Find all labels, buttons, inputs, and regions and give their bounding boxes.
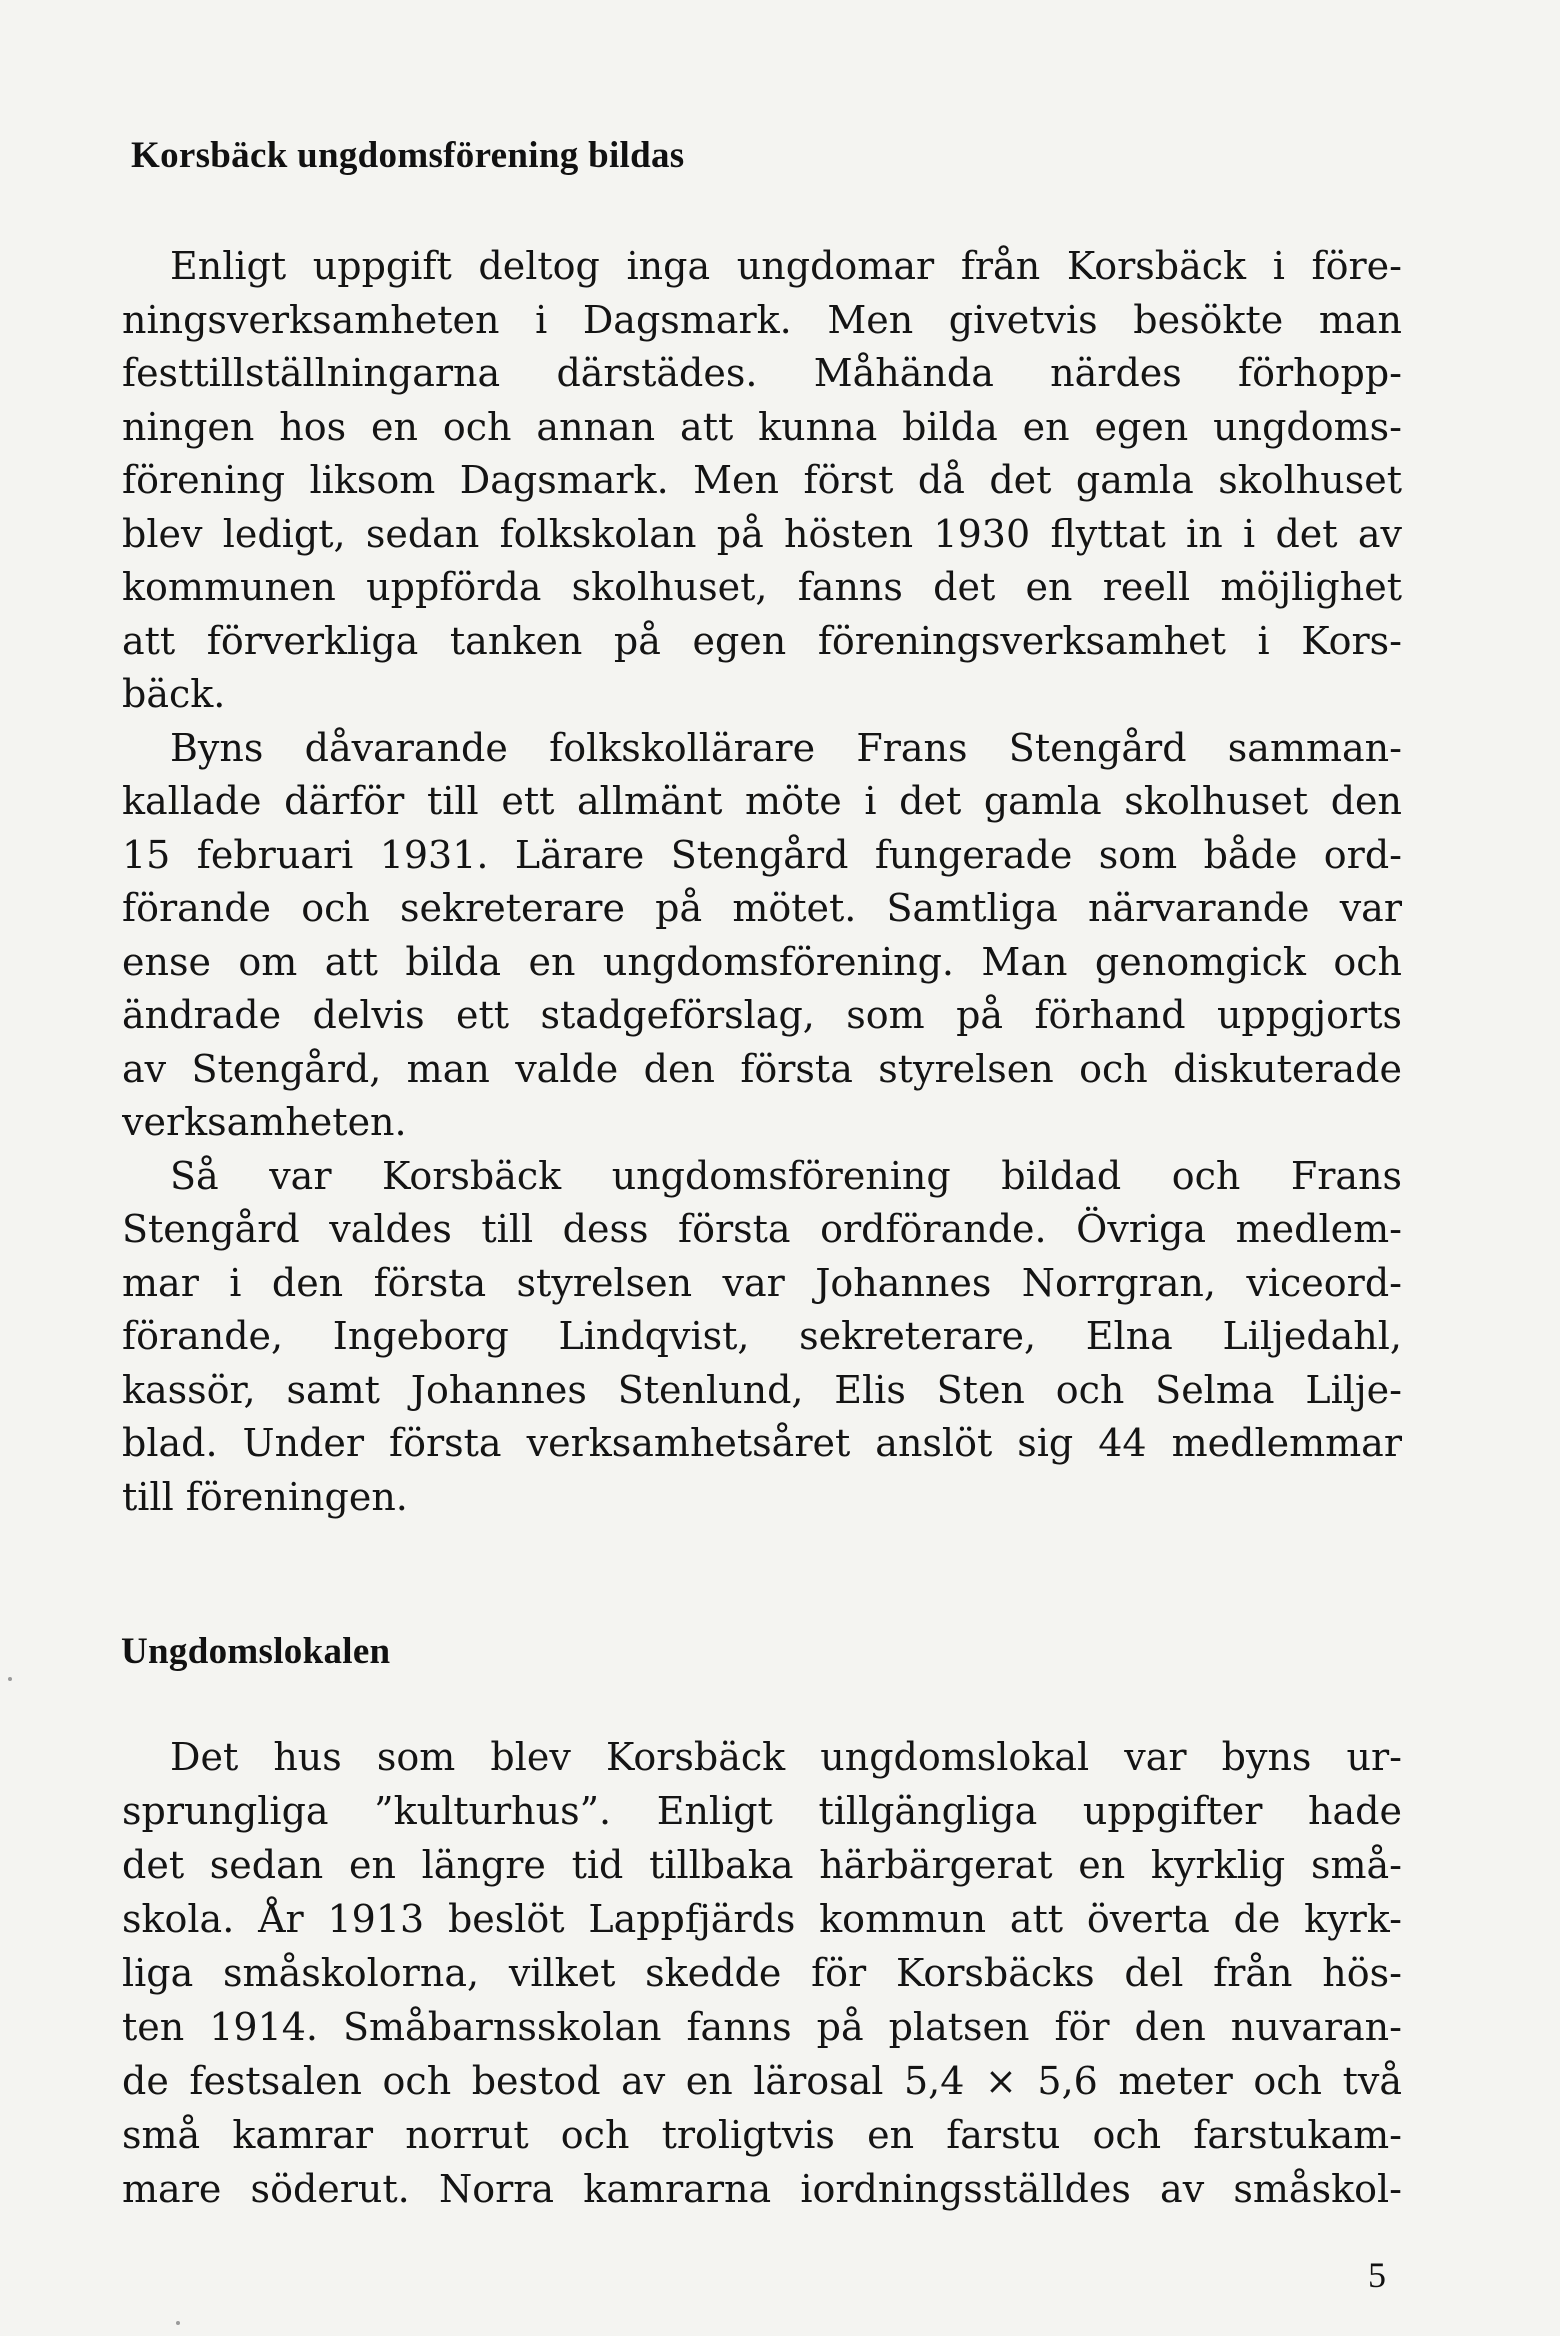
text-line: Byns dåvarande folkskollärare Frans Stengård samman- bbox=[170, 725, 1402, 770]
text-line: kassör, samt Johannes Stenlund, Elis Sten och Selma Lilje- bbox=[122, 1367, 1402, 1412]
text-line: av Stengård, man valde den första styrelsen och diskuterade bbox=[122, 1046, 1402, 1091]
text-line: bäck. bbox=[122, 672, 226, 716]
text-line: ändrade delvis ett stadgeförslag, som på förhand uppgjorts bbox=[122, 993, 1402, 1037]
text-line: förande och sekreterare på mötet. Samtliga närvarande var bbox=[122, 886, 1402, 930]
paper-speck bbox=[176, 2321, 180, 2325]
text-line: Så var Korsbäck ungdomsförening bildad och Frans bbox=[170, 1153, 1402, 1198]
text-line: blad. Under första verksamhetsåret anslöt sig 44 medlemmar bbox=[122, 1421, 1402, 1465]
text-line: mare söderut. Norra kamrarna iordningsställdes av småskol- bbox=[122, 2167, 1402, 2211]
text-line: ense om att bilda en ungdomsförening. Man genomgick och bbox=[122, 939, 1402, 984]
section-body-korsback-ungdomsforening bbox=[122, 240, 1402, 1524]
text-line: blev ledigt, sedan folkskolan på hösten 1930 flyttat in i det av bbox=[122, 511, 1402, 556]
text-line: mar i den första styrelsen var Johannes Norrgran, viceord- bbox=[122, 1260, 1402, 1305]
text-line: förande, Ingeborg Lindqvist, sekreterare, Elna Liljedahl, bbox=[122, 1314, 1402, 1358]
paper-speck bbox=[8, 1677, 12, 1681]
text-line: förening liksom Dagsmark. Men först då det gamla skolhuset bbox=[122, 458, 1402, 502]
text-line: 15 februari 1931. Lärare Stengård fungerade som både ord- bbox=[122, 832, 1402, 877]
text-line: att förverkliga tanken på egen föreningsverksamhet i Kors- bbox=[122, 618, 1402, 663]
text-line: liga småskolorna, vilket skedde för Korsbäcks del från hös- bbox=[122, 1951, 1402, 1995]
section-heading-ungdomslokalen: Ungdomslokalen bbox=[121, 1631, 391, 1672]
section-heading-korsback-ungdomsforening: Korsbäck ungdomsförening bildas bbox=[131, 135, 685, 176]
text-line: Stengård valdes till dess första ordförande. Övriga medlem- bbox=[122, 1207, 1402, 1251]
text-line: kommunen uppförda skolhuset, fanns det en reell möjlighet bbox=[122, 565, 1402, 609]
text-line: Det hus som blev Korsbäck ungdomslokal var byns ur- bbox=[170, 1735, 1402, 1779]
text-line: ningen hos en och annan att kunna bilda en egen ungdoms- bbox=[122, 404, 1402, 449]
text-line: verksamheten. bbox=[122, 1100, 407, 1144]
section-body-ungdomslokalen bbox=[122, 1730, 1402, 2216]
text-line: skola. År 1913 beslöt Lappfjärds kommun att överta de kyrk- bbox=[122, 1897, 1402, 1941]
text-line: sprungliga ”kulturhus”. Enligt tillgängliga uppgifter hade bbox=[122, 1789, 1402, 1833]
text-line: de festsalen och bestod av en lärosal 5,4 × 5,6 meter och två bbox=[122, 2059, 1402, 2103]
text-line: till föreningen. bbox=[122, 1474, 408, 1519]
text-line: kallade därför till ett allmänt möte i det gamla skolhuset den bbox=[122, 779, 1402, 823]
page-number: 5 bbox=[1368, 2255, 1386, 2295]
text-line: ningsverksamheten i Dagsmark. Men givetvis besökte man bbox=[122, 297, 1402, 342]
text-line: små kamrar norrut och troligtvis en farstu och farstukam- bbox=[122, 2113, 1402, 2157]
text-line: Enligt uppgift deltog inga ungdomar från Korsbäck i före- bbox=[170, 244, 1402, 288]
text-line: det sedan en längre tid tillbaka härbärgerat en kyrklig små- bbox=[122, 1843, 1402, 1887]
text-line: festtillställningarna därstädes. Måhända närdes förhopp- bbox=[122, 351, 1402, 395]
text-line: ten 1914. Småbarnsskolan fanns på platsen för den nuvaran- bbox=[122, 2005, 1402, 2049]
